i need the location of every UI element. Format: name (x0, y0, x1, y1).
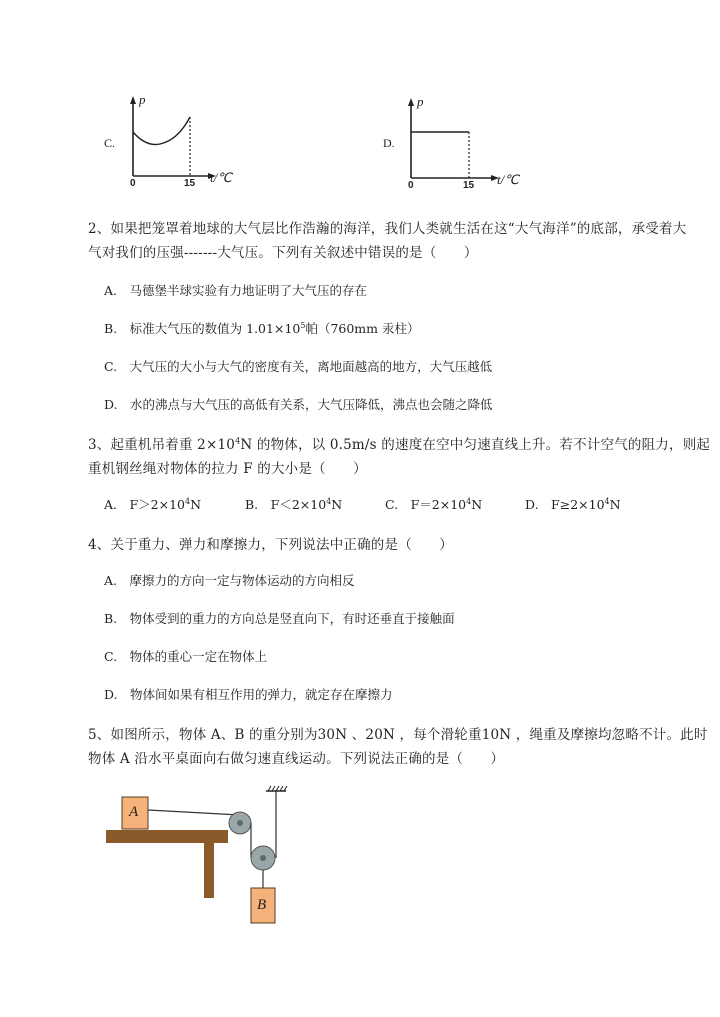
q3-option-d-exp: 4 (604, 496, 610, 506)
graph-c (98, 92, 248, 192)
q4-option-a: A. 摩擦力的方向一定与物体运动的方向相反 (104, 573, 355, 588)
graph-d-tick-15: 15 (463, 180, 475, 191)
graph-c-label: C. (104, 136, 116, 150)
q2-option-d: D. 水的沸点与大气压的高低有关系，大气压降低，沸点也会随之降低 (104, 397, 493, 412)
q3-line-2: 重机钢丝绳对物体的拉力 F 的大小是（ ） (88, 461, 367, 477)
graph-d-y-arrow (408, 98, 414, 106)
q4-option-d: D. 物体间如果有相互作用的弹力，就定存在摩擦力 (104, 687, 393, 702)
q3-option-c (385, 495, 482, 513)
q2-line-2: 气对我们的压强-------大气压。下列有关叙述中错误的是（ ） (88, 245, 478, 261)
q3-option-b (245, 495, 342, 513)
block-a-label: A (129, 804, 139, 820)
q3-line-1-pre: 3、起重机吊着重 2×10 (88, 437, 236, 453)
table-leg (204, 843, 214, 898)
graph-c-t-label: t/℃ (210, 170, 232, 185)
q2-option-b-pre: B. 标准大气压的数值为 1.01×10 (104, 321, 301, 336)
q3-option-c-pre: C. F＝2×10 (385, 497, 467, 512)
q2-line-1: 2、如果把笼罩着地球的大气层比作浩瀚的海洋，我们人类就生活在这“大气海洋”的底部，承受着大 (88, 221, 687, 237)
q3-option-c-exp: 4 (466, 496, 472, 506)
graph-d-label: D. (383, 136, 395, 150)
graph-c-y-arrow (130, 96, 136, 104)
q3-option-d-post: N (609, 497, 621, 512)
q5-line-2: 物体 A 沿水平桌面向右做匀速直线运动。下列说法正确的是（ ） (88, 751, 505, 767)
q4-option-c: C. 物体的重心一定在物体上 (104, 649, 268, 664)
q3-option-b-post: N (331, 497, 343, 512)
q5-line-1: 5、如图所示，物体 A、B 的重分别为30N 、20N ，每个滑轮重10N ，绳重及摩擦均忽略不计。此时 (88, 727, 708, 743)
block-b-label: B (257, 897, 267, 913)
q4-line-1: 4、关于重力、弹力和摩擦力，下列说法中正确的是（ ） (88, 537, 453, 553)
q3-line-1-post: N 的物体，以 0.5m/s 的速度在空中匀速直线上升。若不计空气的阻力，则起 (240, 437, 711, 453)
q3-option-b-exp: 4 (326, 496, 332, 506)
graph-c-curve (133, 117, 190, 145)
q2-option-b-post: 帕（760mm 汞柱） (305, 321, 420, 336)
q3-line-1 (88, 433, 710, 453)
table-top (106, 830, 228, 843)
q3-option-d-pre: D. F≥2×10 (525, 497, 605, 512)
q2-option-b (104, 319, 420, 337)
q3-option-a-exp: 4 (185, 496, 191, 506)
moving-pulley-axle (260, 855, 266, 861)
q2-option-c: C. 大气压的大小与大气的密度有关，离地面越高的地方，大气压越低 (104, 359, 493, 374)
q3-line-1-exp: 4 (235, 436, 241, 446)
q3-option-a-post: N (190, 497, 202, 512)
graph-c-p-label: p (139, 92, 146, 107)
rope-a (148, 810, 240, 815)
q2-option-b-exp: 5 (300, 320, 306, 330)
graph-d (377, 92, 537, 192)
graph-d-t-label: t/℃ (497, 172, 519, 187)
graph-d-p-label: p (417, 94, 424, 109)
graph-d-origin: 0 (408, 180, 414, 191)
q3-option-d (525, 495, 621, 513)
q2-option-a: A. 马德堡半球实验有力地证明了大气压的存在 (104, 283, 368, 298)
q4-option-b: B. 物体受到的重力的方向总是竖直向下，有时还垂直于接触面 (104, 611, 455, 626)
q3-option-b-pre: B. F＜2×10 (245, 497, 327, 512)
fixed-pulley-axle (237, 820, 243, 826)
pulley-figure (100, 785, 300, 930)
q3-option-a (104, 495, 201, 513)
graph-c-origin: 0 (130, 178, 136, 189)
q3-option-a-pre: A. F＞2×10 (104, 497, 186, 512)
graph-c-tick-15: 15 (184, 178, 196, 189)
q3-option-c-post: N (471, 497, 483, 512)
